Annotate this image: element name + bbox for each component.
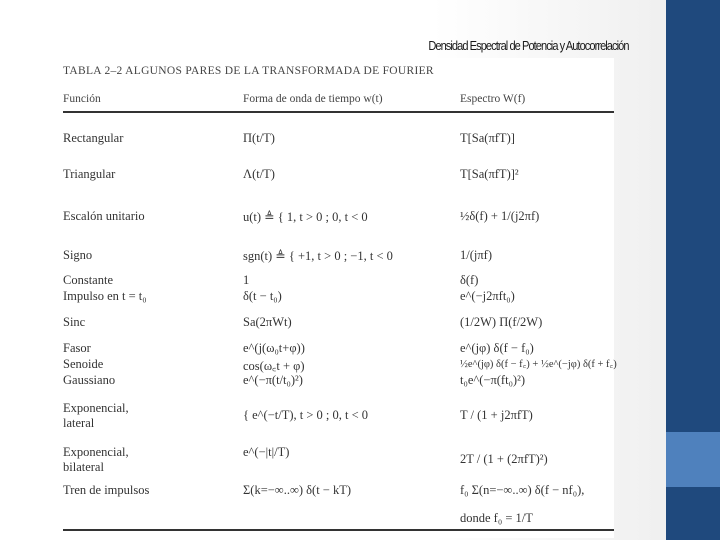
sidebar-accent xyxy=(666,432,720,487)
row-name: Exponencial, lateral xyxy=(63,401,129,430)
row-time: { e^(−t/T), t > 0 ; 0, t < 0 xyxy=(243,408,369,422)
row-spectrum: (1/2W) Π(f/2W) xyxy=(460,315,543,329)
header-divider xyxy=(63,111,614,113)
row-spectrum: ½δ(f) + 1/(j2πf) xyxy=(460,209,540,223)
row-time: u(t) ≜ { 1, t > 0 ; 0, t < 0 xyxy=(243,210,368,224)
header-spectrum: Espectro W(f) xyxy=(460,93,526,105)
row-name: Impulso en t = t₀ xyxy=(63,289,147,303)
header-time: Forma de onda de tiempo w(t) xyxy=(243,93,383,105)
row-time: e^(j(ω₀t+φ)) xyxy=(243,341,305,355)
row-time: 1 xyxy=(243,273,250,287)
row-name: Escalón unitario xyxy=(63,209,145,223)
row-name: Tren de impulsos xyxy=(63,483,150,497)
row-spectrum: 1/(jπf) xyxy=(460,248,492,262)
row-name: Fasor xyxy=(63,341,91,355)
row-name: Rectangular xyxy=(63,131,124,145)
row-time: Σ(k=−∞..∞) δ(t − kT) xyxy=(243,483,352,497)
row-name: Signo xyxy=(63,248,93,262)
row-name: Triangular xyxy=(63,167,116,181)
row-spectrum: ½e^(jφ) δ(f − f꜀) + ½e^(−jφ) δ(f + f꜀) xyxy=(460,359,617,370)
row-time: sgn(t) ≜ { +1, t > 0 ; −1, t < 0 xyxy=(243,249,393,263)
row-name: Gaussiano xyxy=(63,373,116,387)
row-name: Constante xyxy=(63,273,113,287)
row-time: δ(t − t₀) xyxy=(243,289,282,303)
row-name: Exponencial, bilateral xyxy=(63,445,129,474)
row-note: donde f₀ = 1/T xyxy=(460,511,533,525)
table-bottom-divider xyxy=(63,529,614,531)
row-spectrum: t₀e^(−π(ft₀)²) xyxy=(460,373,525,387)
row-spectrum: e^(jφ) δ(f − f₀) xyxy=(460,341,534,355)
row-spectrum: T[Sa(πfT)] xyxy=(460,131,515,145)
row-time: Λ(t/T) xyxy=(243,167,275,181)
row-spectrum: T[Sa(πfT)]² xyxy=(460,167,519,181)
row-spectrum: 2T / (1 + (2πfT)²) xyxy=(460,452,548,466)
row-time: Π(t/T) xyxy=(243,131,275,145)
row-time: e^(−π(t/t₀)²) xyxy=(243,373,303,387)
row-name: Senoide xyxy=(63,357,104,371)
slide-title: Densidad Espectral de Potencia y Autocorrelación xyxy=(428,38,629,53)
header-function: Función xyxy=(63,93,101,105)
sidebar-decoration xyxy=(666,0,720,540)
row-spectrum: e^(−j2πft₀) xyxy=(460,289,515,303)
table-caption: TABLA 2–2 ALGUNOS PARES DE LA TRANSFORMADA DE FOURIER xyxy=(63,65,434,77)
row-time: cos(ω꜀t + φ) xyxy=(243,359,305,373)
row-time: Sa(2πWt) xyxy=(243,315,292,329)
fourier-table xyxy=(55,58,617,538)
row-name: Sinc xyxy=(63,315,86,329)
row-spectrum: f₀ Σ(n=−∞..∞) δ(f − nf₀), xyxy=(460,483,585,497)
row-spectrum: δ(f) xyxy=(460,273,479,287)
row-time: e^(−|t|/T) xyxy=(243,445,290,459)
row-spectrum: T / (1 + j2πfT) xyxy=(460,408,533,422)
